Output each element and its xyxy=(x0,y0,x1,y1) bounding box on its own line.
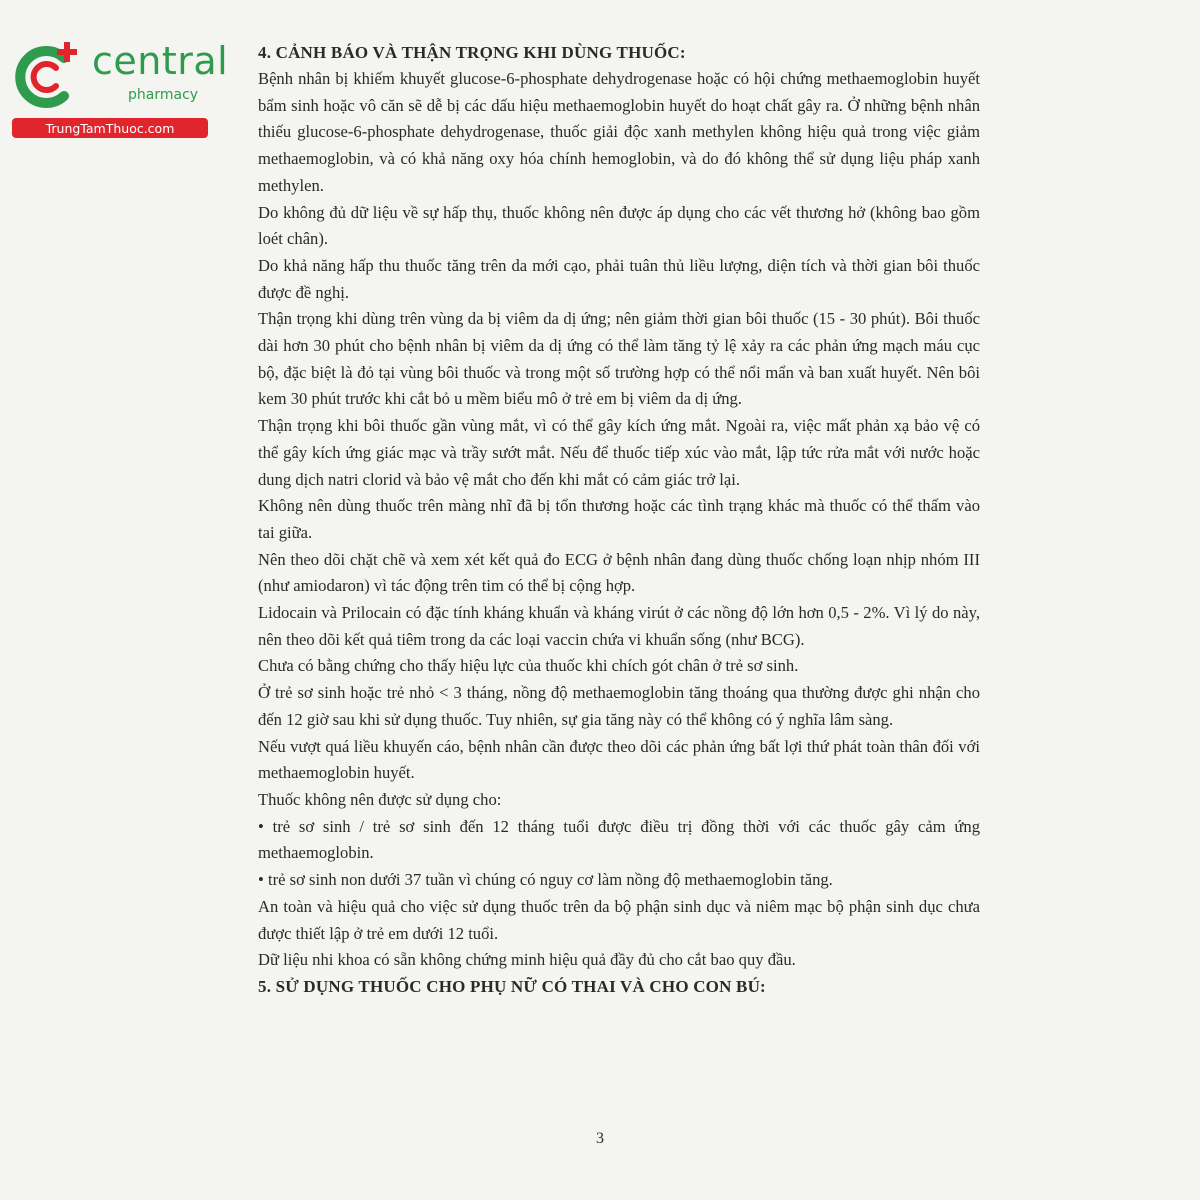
section-5-heading: 5. SỬ DỤNG THUỐC CHO PHỤ NỮ CÓ THAI VÀ CHO CON BÚ: xyxy=(258,976,766,996)
paragraph: Thuốc không nên được sử dụng cho: xyxy=(258,789,502,809)
paragraph: Nếu vượt quá liều khuyến cáo, bệnh nhân cần được theo dõi các phản ứng bất lợi thứ phát toàn thân đối với methaemoglobin huyết. xyxy=(258,736,980,783)
paragraph: Nên theo dõi chặt chẽ và xem xét kết quả đo ECG ở bệnh nhân đang dùng thuốc chống loạn nhịp nhóm III (như amiodaron) vì tác động trên tim có thể bị cộng hợp. xyxy=(258,549,980,596)
document-page xyxy=(258,40,980,1000)
paragraph: Bệnh nhân bị khiếm khuyết glucose-6-phosphate dehydrogenase hoặc có hội chứng methaemoglobin huyết bẩm sinh hoặc vô căn sẽ dễ bị các dấu hiệu methaemoglobin huyết do hoạt chất gây ra. Ở những bệnh nhân thiếu glucose-6-phosphate dehydrogenase, thuốc giải độc xanh methylen không hiệu quả trong việc giảm methaemoglobin, và có khả năng oxy hóa chính hemoglobin, và do đó không thể sử dụng liệu pháp xanh methylen. xyxy=(258,69,980,195)
logo-url-banner: TrungTamThuoc.com xyxy=(12,118,208,138)
logo-subtitle: pharmacy xyxy=(128,87,199,103)
paragraph: Không nên dùng thuốc trên màng nhĩ đã bị tổn thương hoặc các tình trạng khác mà thuốc có thể thấm vào tai giữa. xyxy=(258,496,980,542)
logo-brand-text: central xyxy=(92,39,229,83)
paragraph: Ở trẻ sơ sinh hoặc trẻ nhỏ < 3 tháng, nồng độ methaemoglobin tăng thoáng qua thường được ghi nhận cho đến 12 giờ sau khi sử dụng thuốc. Tuy nhiên, sự gia tăng này có thể không có ý nghĩa lâm sàng. xyxy=(258,683,980,729)
section-4-heading: 4. CẢNH BÁO VÀ THẬN TRỌNG KHI DÙNG THUỐC: xyxy=(258,43,686,62)
paragraph: Dữ liệu nhi khoa có sẵn không chứng minh hiệu quả đầy đủ cho cắt bao quy đầu. xyxy=(258,950,796,970)
paragraph: Chưa có bằng chứng cho thấy hiệu lực của thuốc khi chích gót chân ở trẻ sơ sinh. xyxy=(258,656,799,676)
central-pharmacy-logo xyxy=(12,38,229,138)
bullet-item: • trẻ sơ sinh non dưới 37 tuần vì chúng có nguy cơ làm nồng độ methaemoglobin tăng. xyxy=(258,870,833,890)
central-pharmacy-c-cross-logo-icon xyxy=(12,38,90,114)
page-number: 3 xyxy=(596,1130,604,1147)
bullet-item: • trẻ sơ sinh / trẻ sơ sinh đến 12 tháng tuổi được điều trị đồng thời với các thuốc gây cảm ứng methaemoglobin. xyxy=(258,816,980,863)
paragraph: Thận trọng khi bôi thuốc gần vùng mắt, vì có thể gây kích ứng mắt. Ngoài ra, việc mất phản xạ bảo vệ có thể gây kích ứng giác mạc và trầy sướt mắt. Nếu để thuốc tiếp xúc vào mắt, lập tức rửa mắt với nước hoặc dung dịch natri clorid và bảo vệ mắt cho đến khi mắt có cảm giác trở lại. xyxy=(258,416,980,489)
paragraph: Thận trọng khi dùng trên vùng da bị viêm da dị ứng; nên giảm thời gian bôi thuốc (15 - 30 phút). Bôi thuốc dài hơn 30 phút cho bệnh nhân bị viêm da dị ứng có thể làm tăng tỷ lệ xảy ra các phản ứng mạch máu cục bộ, đặc biệt là đỏ tại vùng bôi thuốc và trong một số trường hợp có thể nổi mẩn và ban xuất huyết. Nên bôi kem 30 phút trước khi cắt bỏ u mềm biểu mô ở trẻ em bị viêm da dị ứng. xyxy=(258,309,980,409)
paragraph: Do khả năng hấp thu thuốc tăng trên da mới cạo, phải tuân thủ liều lượng, diện tích và thời gian bôi thuốc được đề nghị. xyxy=(258,255,980,302)
paragraph: Do không đủ dữ liệu về sự hấp thụ, thuốc không nên được áp dụng cho các vết thương hở (không bao gồm loét chân). xyxy=(258,202,980,249)
paragraph: Lidocain và Prilocain có đặc tính kháng khuẩn và kháng virút ở các nồng độ lớn hơn 0,5 - 2%. Vì lý do này, nên theo dõi kết quả tiêm trong da các loại vaccin chứa vi khuẩn sống (như BCG). xyxy=(258,603,980,649)
paragraph: An toàn và hiệu quả cho việc sử dụng thuốc trên da bộ phận sinh dục và niêm mạc bộ phận sinh dục chưa được thiết lập ở trẻ em dưới 12 tuổi. xyxy=(258,896,980,943)
